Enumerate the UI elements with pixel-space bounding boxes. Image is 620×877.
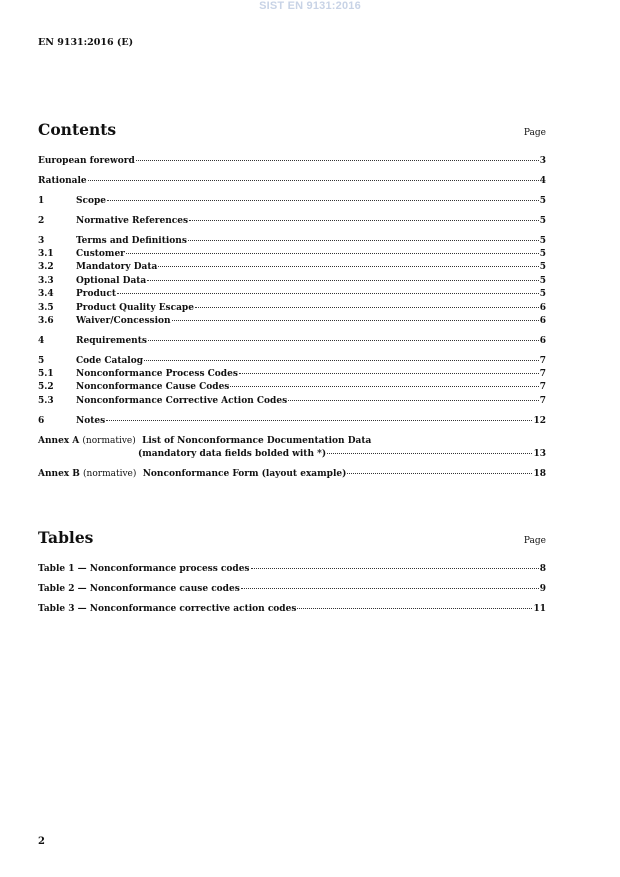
contents-title: Contents [38, 120, 117, 139]
toc-entry-page: 5 [539, 235, 546, 246]
page-number: 2 [38, 836, 45, 847]
leader-dots [297, 608, 532, 609]
toc-entry-page: 5 [539, 289, 546, 300]
toc-entry-number: 3.6 [38, 315, 54, 326]
toc-entry-title: Scope [76, 195, 107, 206]
toc-entry-3-4[interactable] [38, 288, 546, 301]
leader-dots [88, 180, 539, 181]
toc-entry-title: Rationale [38, 175, 87, 186]
toc-entry-page: 7 [539, 355, 546, 366]
toc-entry-page: 7 [539, 382, 546, 393]
leader-dots [230, 386, 538, 387]
toc-entry-4[interactable] [38, 335, 546, 348]
toc-entry-page: 7 [539, 395, 546, 406]
toc-entry-annex-b[interactable] [38, 468, 546, 481]
toc-entry-number: 5.1 [38, 369, 54, 380]
toc-entry-page: 6 [539, 315, 546, 326]
toc-entry-number: 3.2 [38, 262, 54, 273]
toc-entry-number: 5.2 [38, 382, 54, 393]
toc-entry-title: Customer [76, 248, 125, 259]
toc-entry-page: 5 [539, 275, 546, 286]
leader-dots [241, 588, 539, 589]
toc-entry-6[interactable] [38, 415, 546, 428]
table-entry-1[interactable] [38, 563, 546, 576]
toc-entry-5-1[interactable] [38, 368, 546, 381]
table-entry-3[interactable] [38, 603, 546, 616]
leader-dots [106, 420, 532, 421]
toc-entry-number: 4 [38, 335, 45, 346]
tables-page-label: Page [523, 536, 546, 546]
table-entry-title: Table 2 — Nonconformance cause codes [38, 583, 240, 594]
leader-dots [147, 280, 538, 281]
toc-entry-number: 3.3 [38, 275, 54, 286]
leader-dots [144, 360, 539, 361]
annex-a-title-line2: (mandatory data fields bolded with *) [138, 449, 327, 460]
toc-entry-title: Code Catalog [76, 355, 144, 366]
contents-heading [38, 120, 546, 139]
table-entry-title: Table 1 — Nonconformance process codes [38, 564, 250, 574]
toc-entry-page: 5 [539, 248, 546, 259]
leader-dots [288, 400, 539, 401]
toc-entry-3-3[interactable] [38, 275, 546, 288]
leader-dots [148, 340, 539, 341]
toc-entry-annex-a[interactable] [38, 435, 546, 462]
toc-entry-number: 2 [38, 215, 45, 226]
toc-entry-5-2[interactable] [38, 381, 546, 394]
toc-entry-rationale[interactable] [38, 175, 546, 188]
table-entry-page: 11 [533, 603, 546, 614]
toc-entry-title: Product [76, 289, 116, 300]
toc-entry-page: 12 [533, 415, 546, 426]
leader-dots [189, 220, 539, 221]
leader-dots [126, 253, 539, 254]
toc-entry-number: 3.4 [38, 289, 54, 300]
leader-dots [251, 568, 539, 569]
leader-dots [172, 320, 539, 321]
contents-page-label: Page [523, 128, 546, 138]
table-entry-title: Table 3 — Nonconformance corrective action codes [38, 603, 297, 614]
annex-a-page: 13 [533, 449, 546, 460]
leader-dots [136, 160, 539, 161]
document-id: EN 9131:2016 (E) [38, 37, 134, 48]
toc-entry-number: 5.3 [38, 395, 54, 406]
toc-entry-title: Nonconformance Corrective Action Codes [76, 395, 288, 406]
leader-dots [117, 293, 539, 294]
toc-entry-title: Product Quality Escape [76, 302, 194, 313]
toc-entry-3-5[interactable] [38, 302, 546, 315]
toc-entry-title: Notes [76, 415, 106, 426]
toc-entry-page: 7 [539, 369, 546, 380]
annex-b-page: 18 [533, 468, 546, 479]
toc-entry-number: 6 [38, 415, 45, 426]
toc-entry-page: 6 [539, 335, 546, 346]
toc-entry-title: Normative References [76, 215, 189, 226]
leader-dots [107, 200, 539, 201]
toc-entry-title: Waiver/Concession [76, 315, 171, 326]
toc-entry-page: 6 [539, 302, 546, 313]
annex-b-type: (normative) [83, 468, 137, 479]
table-entry-page: 9 [539, 583, 546, 594]
toc-entry-page: 5 [539, 262, 546, 273]
toc-entry-1[interactable] [38, 195, 546, 208]
toc-entry-title: Optional Data [76, 275, 147, 286]
toc-entry-title: Nonconformance Process Codes [76, 369, 238, 380]
contents-list [38, 155, 546, 481]
watermark: SIST EN 9131:2016 [259, 0, 361, 12]
annex-a-label: Annex A [38, 435, 80, 446]
tables-title: Tables [38, 528, 94, 547]
toc-entry-title: Requirements [76, 335, 147, 346]
leader-dots [158, 266, 538, 267]
leader-dots [347, 473, 532, 474]
annex-a-type: (normative) [82, 435, 136, 446]
toc-entry-page: 3 [539, 156, 546, 166]
toc-entry-number: 3.5 [38, 302, 54, 313]
toc-entry-number: 3.1 [38, 248, 54, 259]
toc-entry-title: Nonconformance Cause Codes [76, 382, 230, 393]
toc-entry-title: European foreword [38, 156, 135, 166]
leader-dots [239, 373, 539, 374]
toc-entry-2[interactable] [38, 215, 546, 228]
leader-dots [195, 307, 539, 308]
toc-entry-title: Terms and Definitions [76, 235, 187, 246]
toc-entry-3-1[interactable] [38, 248, 546, 261]
annex-a-title-line1: List of Nonconformance Documentation Data [142, 435, 372, 446]
toc-entry-foreword[interactable] [38, 155, 546, 168]
leader-dots [188, 240, 539, 241]
annex-b-title: Nonconformance Form (layout example) [142, 468, 347, 479]
toc-entry-title: Mandatory Data [76, 262, 158, 273]
toc-entry-page: 5 [539, 215, 546, 226]
toc-entry-page: 4 [539, 175, 546, 186]
toc-entry-3-6[interactable] [38, 315, 546, 328]
toc-entry-number: 5 [38, 355, 45, 366]
tables-list [38, 563, 546, 616]
toc-entry-number: 1 [38, 195, 45, 206]
annex-b-label: Annex B [38, 468, 80, 479]
table-entry-page: 8 [539, 564, 546, 574]
leader-dots [327, 453, 532, 454]
toc-entry-3[interactable] [38, 235, 546, 248]
toc-entry-number: 3 [38, 235, 45, 246]
toc-entry-5[interactable] [38, 355, 546, 368]
table-entry-2[interactable] [38, 583, 546, 596]
toc-entry-page: 5 [539, 195, 546, 206]
toc-entry-5-3[interactable] [38, 395, 546, 408]
tables-heading [38, 528, 546, 547]
toc-entry-3-2[interactable] [38, 261, 546, 274]
